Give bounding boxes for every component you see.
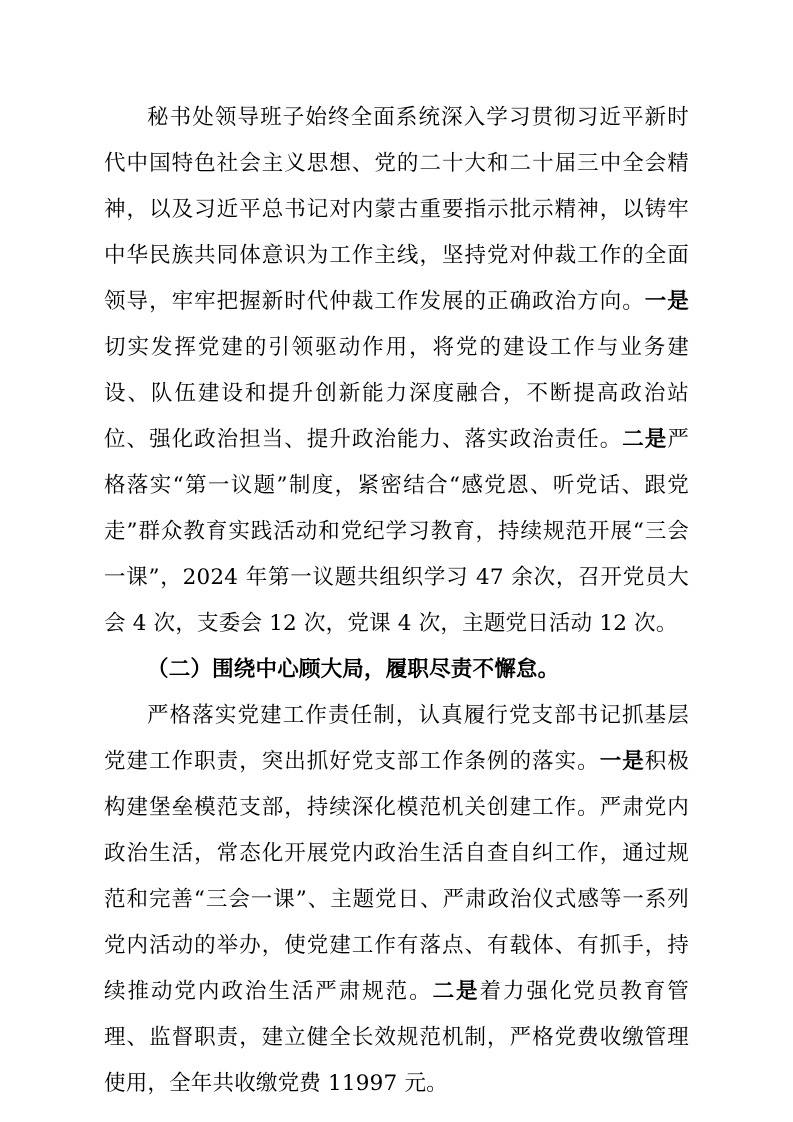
emphasis-run: 二是 [622, 427, 668, 452]
emphasis-run: 一是 [644, 289, 689, 314]
text-run: 积极构建堡垒模范支部，持续深化模范机关创建工作。严肃党内政治生活，常态化开展党内政治生活自查自纠工作，通过规范和完善“三会一课”、主题党日、严肃政治仪式感等一系列党内活动的举办，使党建工作有落点、有载体、有抓手，持续推动党内政治生活严肃规范。 [104, 749, 690, 1004]
text-run: 严格落实“第一议题”制度，紧密结合“感党恩、听党话、跟党走”群众教育实践活动和党纪学习教育，持续规范开展“三会一课”，2024 年第一议题共组织学习 47 余次，召开党员大会 4 次，支委会 12 次，党课 4 次，主题党日活动 12 次。 [104, 427, 690, 636]
text-run: 切实发挥党建的引领驱动作用，将党的建设工作与业务建设、队伍建设和提升创新能力深度融合，不断提高政治站位、强化政治担当、提升政治能力、落实政治责任。 [104, 335, 689, 452]
emphasis-run: 二是 [432, 979, 480, 1004]
text-run: 着力强化党员教育管理、监督职责，建立健全长效规范机制，严格党费收缴管理使用，全年共收缴党费 11997 元。 [104, 979, 689, 1096]
text-run: 秘书处领导班子始终全面系统深入学习贯彻习近平新时代中国特色社会主义思想、党的二十大和二十届三中全会精神，以及习近平总书记对内蒙古重要指示批示精神，以铸牢中华民族共同体意识为工作主线，坚持党对仲裁工作的全面领导，牢牢把握新时代仲裁工作发展的正确政治方向。 [104, 105, 689, 314]
emphasis-run: 一是 [599, 749, 645, 774]
emphasis-run: （二）围绕中心顾大局，履职尽责不懈怠。 [147, 657, 560, 682]
body-paragraph [104, 693, 689, 1107]
text-run: 严格落实党建工作责任制，认真履行党支部书记抓基层党建工作职责，突出抓好党支部工作条例的落实。 [104, 703, 689, 774]
document-body [104, 95, 689, 1107]
section-heading [104, 647, 689, 693]
body-paragraph [104, 95, 689, 647]
